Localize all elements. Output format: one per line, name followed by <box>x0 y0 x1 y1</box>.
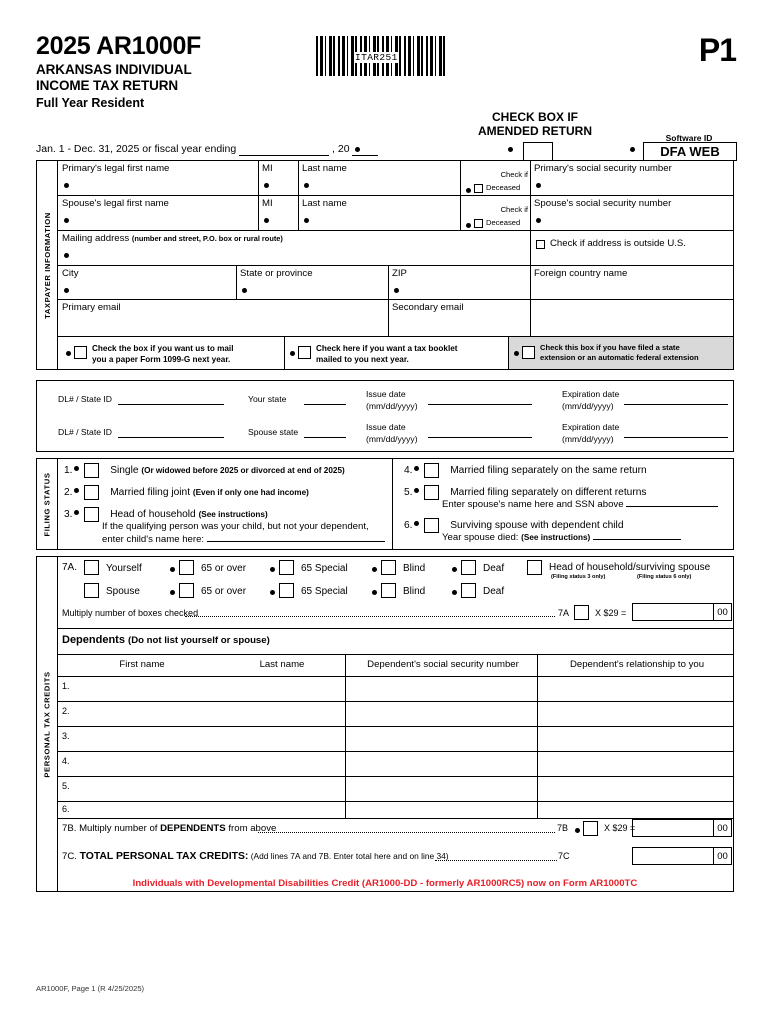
filing-status-6-checkbox[interactable] <box>424 518 439 533</box>
line-7c-cents: 00 <box>713 848 731 864</box>
credit-spouse-blind-checkbox[interactable] <box>381 583 396 598</box>
dep-col-first-name: First name <box>119 659 165 670</box>
line-7c-prefix: 7C. <box>62 851 80 862</box>
dl-spouse-issue-date-input[interactable] <box>428 437 532 438</box>
filing-status-option-5[interactable] <box>404 485 647 500</box>
survivor-sub-note: (See instructions) <box>521 533 591 542</box>
form-subtitle-line3: Full Year Resident <box>36 95 145 110</box>
amended-line2: AMENDED RETURN <box>478 124 592 139</box>
survivor-sub-text <box>442 532 681 543</box>
primary-deceased-group <box>464 170 528 179</box>
spouse-deceased-checkbox[interactable] <box>474 219 483 228</box>
tax-booklet-line1: Check here if you want a tax booklet <box>316 344 458 353</box>
amended-return-label <box>455 110 615 139</box>
line-7a-label: 7A. <box>62 562 78 573</box>
dl-exp-date-text: Expiration date <box>562 389 620 399</box>
spouse-last-name-label: Last name <box>302 198 347 209</box>
filing-status-1-checkbox[interactable] <box>84 463 99 478</box>
primary-deceased-label: Deceased <box>486 183 521 192</box>
credit-spouse-deaf-dot-icon <box>452 590 457 595</box>
mailing-address-note: (number and street, P.O. box or rural route) <box>131 234 283 243</box>
survivor-year-input[interactable] <box>593 539 681 540</box>
credit-hoh-surviving-checkbox[interactable] <box>527 560 542 575</box>
spouse-mi-dot-icon <box>264 218 269 223</box>
credit-hoh-surviving-label: Head of household/surviving spouse <box>549 562 711 573</box>
filing-status-2-note: (Even if only one had income) <box>192 488 309 498</box>
filing-status-3-checkbox[interactable] <box>84 507 99 522</box>
dl-primary-issue-date-input[interactable] <box>428 404 532 405</box>
line-7a-tag: 7A <box>558 608 570 618</box>
credit-hoh-note-left: (Filing status 3 only) <box>551 574 606 580</box>
dep-col-ssn: Dependent's social security number <box>367 659 519 670</box>
primary-mi-label: MI <box>262 163 273 174</box>
credit-spouse-blind-dot-icon <box>372 590 377 595</box>
dl-primary-issue-date-label <box>366 389 418 412</box>
page-footer: AR1000F, Page 1 (R 4/25/2025) <box>36 984 145 993</box>
mfs-spouse-name-input[interactable] <box>626 506 718 507</box>
spouse-ssn-label: Spouse's social security number <box>534 198 672 209</box>
hoh-sub-line2: enter child's name here: <box>102 533 205 545</box>
credit-spouse-deaf-label: Deaf <box>483 586 505 597</box>
primary-first-name-label: Primary's legal first name <box>62 163 170 174</box>
dep-row-num-2: 2. <box>62 706 70 716</box>
state-dot-icon <box>242 288 247 293</box>
dep-row-num-6: 6. <box>62 804 70 814</box>
credit-65-special-checkbox[interactable] <box>279 560 294 575</box>
dl-spouse-issue-text: Issue date <box>366 422 406 432</box>
line-7c-dot-leader <box>435 852 557 861</box>
fiscal-comma: , 20 <box>332 143 350 155</box>
credit-65-or-over-checkbox[interactable] <box>179 560 194 575</box>
primary-deceased-dot-icon <box>466 188 471 193</box>
filing-status-6-label: Surviving spouse with dependent child <box>450 520 624 532</box>
primary-last-name-dot-icon <box>304 183 309 188</box>
line-7a-multiplier: X $29 = <box>595 608 627 618</box>
state-extension-label <box>540 343 734 364</box>
form-subtitle-line2: INCOME TAX RETURN <box>36 77 179 93</box>
mailing-address-text: Mailing address <box>62 233 130 244</box>
spouse-first-name-dot-icon <box>64 218 69 223</box>
mailing-address-dot-icon <box>64 253 69 258</box>
line-7b-suffix: from above <box>225 823 277 834</box>
line-7b-amount-field[interactable] <box>632 819 732 837</box>
line-7c-tag: 7C <box>558 851 570 861</box>
dl-spouse-exp-text: Expiration date <box>562 422 620 432</box>
dl-spouse-issue-format: (mm/dd/yyyy) <box>366 433 418 444</box>
credit-deaf-dot-icon <box>452 567 457 572</box>
filing-status-option-4[interactable] <box>404 463 647 478</box>
mail-1099g-label <box>92 343 278 365</box>
dl-spouse-exp-date-label <box>562 422 619 445</box>
mail-1099g-line2: you a paper Form 1099-G next year. <box>92 355 231 365</box>
filing-status-1-note: (Or widowed before 2025 or divorced at end of 2025) <box>141 466 345 476</box>
filing-status-option-6[interactable] <box>404 518 624 533</box>
amended-return-checkbox[interactable] <box>523 142 553 161</box>
amended-dot-icon <box>508 147 513 152</box>
fiscal-year-dot-icon <box>355 147 360 152</box>
spouse-deceased-label: Deceased <box>486 218 521 227</box>
line-7b-prefix: 7B. Multiply number of <box>62 823 161 834</box>
filing-status-2-label: Married filing joint <box>110 487 193 499</box>
personal-tax-credits-section <box>36 556 734 892</box>
dl-spouse-input[interactable] <box>118 437 224 438</box>
credit-65special-dot-icon <box>270 567 275 572</box>
line-7b-tag: 7B <box>557 823 569 833</box>
primary-deceased-checkbox[interactable] <box>474 184 483 193</box>
credit-deaf-checkbox[interactable] <box>461 560 476 575</box>
credit-spouse-65special-dot-icon <box>270 590 275 595</box>
dependents-title-text: Dependents <box>62 634 129 646</box>
filing-status-2-num: 2. <box>64 487 73 499</box>
line-7a-amount-field[interactable] <box>632 603 732 621</box>
dep-row-num-5: 5. <box>62 781 70 791</box>
dl-spouse-exp-format: (mm/dd/yyyy) <box>562 433 614 444</box>
filing-status-option-1[interactable] <box>64 463 345 478</box>
dep-row-num-1: 1. <box>62 681 70 691</box>
credit-spouse-65-or-over-checkbox[interactable] <box>179 583 194 598</box>
filing-status-4-checkbox[interactable] <box>424 463 439 478</box>
credit-spouse-65-or-over-label: 65 or over <box>201 586 247 597</box>
secondary-email-label: Secondary email <box>392 302 464 313</box>
dl-spouse-issue-date-label <box>366 422 418 445</box>
primary-ssn-dot-icon <box>536 183 541 188</box>
barcode <box>316 36 448 76</box>
multiply-boxes-label: Multiply number of boxes checked <box>62 608 199 618</box>
credit-spouse-blind-label: Blind <box>403 586 426 597</box>
hoh-sub-text <box>102 521 385 547</box>
line-7c-note: (Add lines 7A and 7B. Enter total here and on line 34) <box>248 851 449 861</box>
line-7b-label <box>62 823 276 834</box>
credit-spouse-65over-dot-icon <box>170 590 175 595</box>
dep-col-relationship: Dependent's relationship to you <box>569 659 705 670</box>
dep-row-num-4: 4. <box>62 756 70 766</box>
software-id-label: Software ID <box>665 133 713 143</box>
software-id-dot-icon <box>630 147 635 152</box>
dl-spouse-state-input[interactable] <box>304 437 346 438</box>
dl-your-state-input[interactable] <box>304 404 346 405</box>
credit-65-or-over-label: 65 or over <box>201 563 247 574</box>
tax-booklet-label <box>316 343 506 365</box>
spouse-last-name-dot-icon <box>304 218 309 223</box>
filing-status-4-num: 4. <box>404 465 413 477</box>
spouse-deceased-dot-icon <box>466 223 471 228</box>
page-marker: P1 <box>698 32 736 68</box>
dependents-title <box>62 634 270 646</box>
dl-exp-date-format: (mm/dd/yyyy) <box>562 400 614 411</box>
dl-primary-input[interactable] <box>118 404 224 405</box>
fiscal-year-line <box>36 143 378 156</box>
mail-1099g-line1: Check the box if you want us to mail <box>92 344 234 353</box>
state-label: State or province <box>240 268 313 279</box>
filing-status-3-label: Head of household <box>110 509 199 521</box>
fiscal-prefix: Jan. 1 - Dec. 31, 2025 or fiscal year ending <box>36 143 237 155</box>
filing-status-side-label <box>36 458 58 550</box>
software-id-value: DFA WEB <box>643 142 737 161</box>
spouse-ssn-dot-icon <box>536 218 541 223</box>
credit-65-special-label: 65 Special <box>301 563 348 574</box>
dl-spouse-state-label: Spouse state <box>248 427 299 437</box>
state-extension-dot-icon <box>514 351 519 356</box>
credit-blind-dot-icon <box>372 567 377 572</box>
personal-tax-credits-side-text: PERSONAL TAX CREDITS <box>42 670 52 778</box>
credit-yourself-label: Yourself <box>106 563 142 574</box>
zip-label: ZIP <box>392 268 407 279</box>
city-label: City <box>62 268 79 279</box>
filing-status-1-label: Single <box>110 465 142 477</box>
dl-issue-date-format: (mm/dd/yyyy) <box>366 400 418 411</box>
tax-booklet-dot-icon <box>290 351 295 356</box>
filing-status-1-num: 1. <box>64 465 73 477</box>
taxpayer-information-side-label <box>36 160 58 370</box>
dl-your-state-label: Your state <box>248 394 287 404</box>
amended-line1: CHECK BOX IF <box>491 110 578 124</box>
tax-booklet-checkbox[interactable] <box>298 346 311 359</box>
tax-booklet-line2: mailed to you next year. <box>316 355 409 365</box>
filing-status-5-num: 5. <box>404 487 413 499</box>
dl-primary-label: DL# / State ID <box>58 394 112 404</box>
spouse-check-if-label: Check if <box>500 205 528 214</box>
credit-65over-dot-icon <box>170 567 175 572</box>
hoh-child-name-input[interactable] <box>207 541 385 542</box>
form-subtitle-line1: ARKANSAS INDIVIDUAL <box>36 62 192 77</box>
state-extension-line1: Check this box if you have filed a state <box>540 343 680 352</box>
filing-status-5-checkbox[interactable] <box>424 485 439 500</box>
primary-first-name-dot-icon <box>64 183 69 188</box>
filing-status-4-label: Married filing separately on the same return <box>450 465 647 477</box>
filing-status-6-num: 6. <box>404 520 413 532</box>
personal-tax-credits-side-label <box>36 556 58 892</box>
dep-row-num-3: 3. <box>62 731 70 741</box>
line-7c-bold: TOTAL PERSONAL TAX CREDITS: <box>79 851 249 862</box>
state-extension-line2: extension or an automatic federal extension <box>540 353 699 363</box>
primary-check-if-label: Check if <box>500 170 528 179</box>
dl-spouse-exp-date-input[interactable] <box>624 437 728 438</box>
line-7c-label <box>62 851 449 862</box>
multiply-dot-leader <box>185 608 555 617</box>
dl-issue-date-text: Issue date <box>366 389 406 399</box>
line-7a-count-input[interactable] <box>574 605 589 620</box>
line-7b-dot-leader <box>258 824 555 833</box>
barcode-text: ITAR251 <box>355 52 398 63</box>
hoh-sub-line1: If the qualifying person was your child, but not your dependent, <box>102 521 369 532</box>
filing-status-option-2[interactable] <box>64 485 309 500</box>
credit-hoh-note-right: (Filing status 6 only) <box>637 574 692 580</box>
credit-deaf-label: Deaf <box>483 563 505 574</box>
foreign-country-label: Foreign country name <box>534 268 628 279</box>
filing-status-option-3[interactable] <box>64 507 268 522</box>
state-extension-checkbox[interactable] <box>522 346 535 359</box>
primary-ssn-label: Primary's social security number <box>534 163 672 174</box>
credit-spouse-checkbox[interactable] <box>84 583 99 598</box>
primary-email-label: Primary email <box>62 302 121 313</box>
dl-spouse-label: DL# / State ID <box>58 427 112 437</box>
line-7a-cents: 00 <box>713 604 731 620</box>
developmental-disabilities-notice: Individuals with Developmental Disabilities Credit (AR1000-DD - formerly AR1000RC5) now on Form AR1000TC <box>132 878 638 889</box>
spouse-mi-label: MI <box>262 198 273 209</box>
credit-spouse-deaf-checkbox[interactable] <box>461 583 476 598</box>
filing-status-3-note: (See instructions) <box>198 510 268 520</box>
mfs-sub-label: Enter spouse's name here and SSN above <box>442 499 624 510</box>
credit-yourself-checkbox[interactable] <box>84 560 99 575</box>
line-7b-dot-icon <box>575 828 580 833</box>
mfs-sub-text <box>442 499 718 510</box>
dl-primary-exp-date-label <box>562 389 619 412</box>
city-dot-icon <box>64 288 69 293</box>
mailing-address-label <box>62 234 283 245</box>
zip-dot-icon <box>394 288 399 293</box>
line-7b-count-input[interactable] <box>583 821 598 836</box>
filing-status-5-label: Married filing separately on different returns <box>450 487 647 499</box>
line-7b-cents: 00 <box>713 820 731 836</box>
primary-mi-dot-icon <box>264 183 269 188</box>
filing-status-side-text: FILING STATUS <box>42 471 52 537</box>
credit-spouse-65-special-label: 65 Special <box>301 586 348 597</box>
outside-us-checkbox[interactable] <box>536 240 545 249</box>
dep-col-last-name: Last name <box>259 659 305 670</box>
line-7b-multiplier: X $29 = <box>604 823 636 833</box>
mail-1099g-checkbox[interactable] <box>74 346 87 359</box>
filing-status-2-checkbox[interactable] <box>84 485 99 500</box>
line-7c-amount-field[interactable] <box>632 847 732 865</box>
dependents-note: (Do not list yourself or spouse) <box>128 635 270 646</box>
survivor-sub-label: Year spouse died: <box>442 532 522 543</box>
spouse-deceased-group <box>464 205 528 214</box>
line-7b-bold: DEPENDENTS <box>160 823 226 834</box>
primary-last-name-label: Last name <box>302 163 347 174</box>
outside-us-label: Check if address is outside U.S. <box>550 238 686 249</box>
credit-spouse-65-special-checkbox[interactable] <box>279 583 294 598</box>
credit-blind-label: Blind <box>403 563 426 574</box>
credit-spouse-label: Spouse <box>106 586 140 597</box>
spouse-first-name-label: Spouse's legal first name <box>62 198 169 209</box>
filing-status-3-num: 3. <box>64 509 73 521</box>
taxpayer-information-side-text: TAXPAYER INFORMATION <box>42 211 52 319</box>
mail-1099g-dot-icon <box>66 351 71 356</box>
dl-primary-exp-date-input[interactable] <box>624 404 728 405</box>
credit-blind-checkbox[interactable] <box>381 560 396 575</box>
form-title: 2025 AR1000F <box>36 32 202 60</box>
